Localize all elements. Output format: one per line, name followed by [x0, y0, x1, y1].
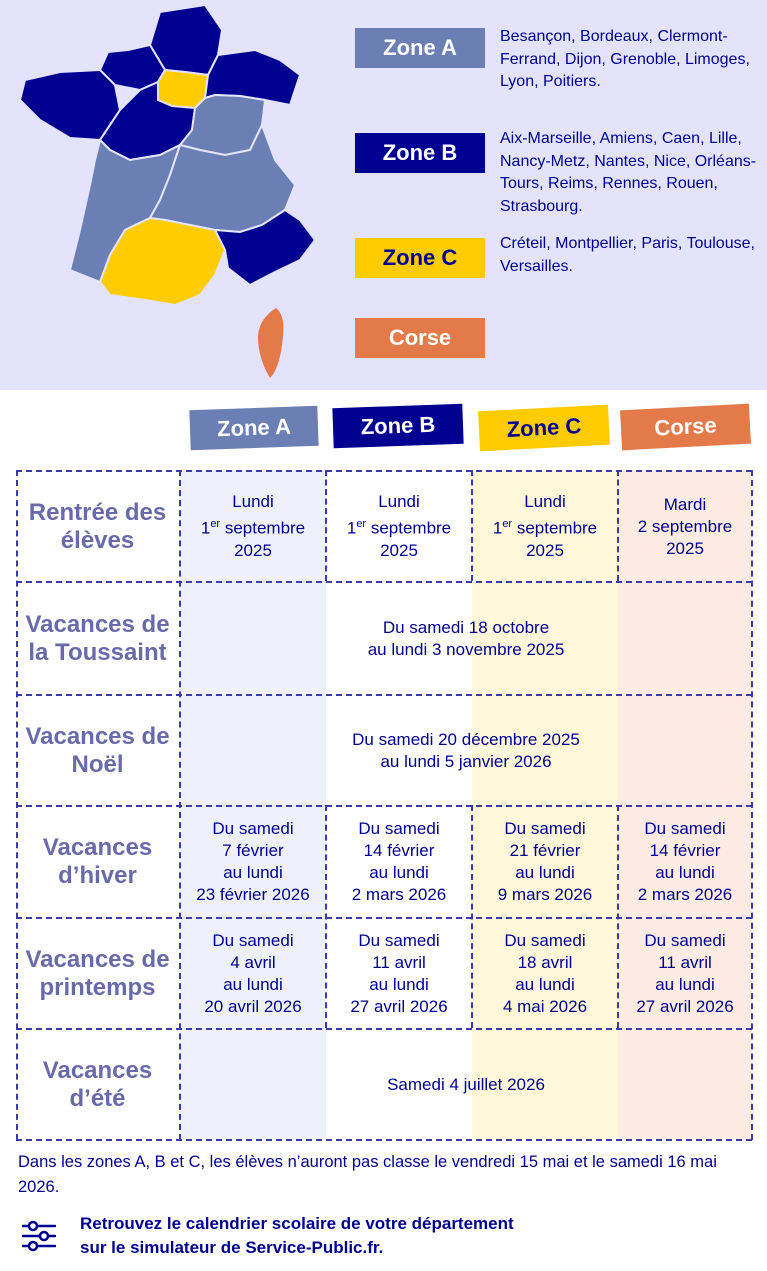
- cell-rentree-corse: Mardi 2 septembre 2025: [637, 494, 733, 558]
- legend-cities-zone-c: Créteil, Montpellier, Paris, Toulouse, Versailles.: [500, 235, 755, 275]
- cell-hiver-zone-b: Du samedi 14 février au lundi 2 mars 2026: [351, 819, 447, 904]
- header-zone-b: Zone B: [332, 404, 463, 449]
- cell-hiver-zone-a: Du samedi 7 février au lundi 23 février 2026: [196, 819, 310, 904]
- map-region-brittany: [20, 70, 120, 140]
- legend-cities-zone-b: Aix-Marseille, Amiens, Caen, Lille, Nancy-Metz, Nantes, Nice, Orléans-Tours, Reims, Rennes, Rouen, Strasbourg.: [500, 130, 757, 215]
- cell-rentree-zone-c: Lundi 1er septembre 2025: [492, 492, 598, 560]
- legend-badge-zone-c: Zone C: [355, 238, 485, 278]
- cell-rentree-zone-a: Lundi 1er septembre 2025: [200, 492, 306, 560]
- footnote: Dans les zones A, B et C, les élèves n’auront pas classe le vendredi 15 mai et le samedi 16 mai 2026.: [18, 1153, 717, 1196]
- cell-printemps-zone-c: Du samedi 18 avril au lundi 4 mai 2026: [502, 930, 588, 1016]
- row-label-printemps: Vacances de printemps: [25, 945, 170, 1001]
- row-label-rentree: Rentrée des élèves: [28, 498, 167, 554]
- cell-printemps-zone-a: Du samedi 4 avril au lundi 20 avril 2026: [204, 930, 302, 1016]
- grid-line: [16, 1139, 752, 1141]
- map-region-corse: [258, 308, 283, 378]
- cell-printemps-zone-b: Du samedi 11 avril au lundi 27 avril 2026: [350, 930, 448, 1016]
- france-zones-map: [0, 0, 330, 390]
- legend-badge-zone-b: Zone B: [355, 133, 485, 173]
- sliders-icon: [22, 1219, 56, 1253]
- cell-printemps-corse: Du samedi 11 avril au lundi 27 avril 2026: [636, 930, 734, 1016]
- row-label-hiver: Vacances d’hiver: [42, 834, 153, 889]
- legend-cities-zone-a: Besançon, Bordeaux, Clermont-Ferrand, Dijon, Grenoble, Limoges, Lyon, Poitiers.: [500, 28, 750, 90]
- service-public-link-text[interactable]: Retrouvez le calendrier scolaire de votre département sur le simulateur de Service-Public.fr.: [80, 1214, 514, 1257]
- cell-noel-all-zones: Du samedi 20 décembre 2025 au lundi 5 janvier 2026: [352, 729, 580, 771]
- cell-hiver-zone-c: Du samedi 21 février au lundi 9 mars 2026: [497, 819, 593, 904]
- header-zone-a: Zone A: [189, 406, 318, 450]
- row-label-noel: Vacances de Noël: [25, 722, 170, 778]
- cell-ete-all-zones: Samedi 4 juillet 2026: [387, 1074, 545, 1094]
- cell-toussaint-all-zones: Du samedi 18 octobre au lundi 3 novembre 2025: [367, 617, 565, 659]
- legend-badge-zone-a: Zone A: [355, 28, 485, 68]
- cell-rentree-zone-b: Lundi 1er septembre 2025: [346, 492, 452, 560]
- header-corse: Corse: [620, 404, 751, 451]
- legend-badge-corse: Corse: [355, 318, 485, 358]
- zones-legend-panel: [0, 0, 767, 390]
- cell-hiver-corse: Du samedi 14 février au lundi 2 mars 2026: [637, 819, 733, 904]
- service-public-link[interactable]: [22, 1212, 514, 1260]
- header-zone-c: Zone C: [478, 405, 610, 452]
- row-label-toussaint: Vacances de la Toussaint: [25, 610, 170, 666]
- row-label-ete: Vacances d’été: [42, 1056, 153, 1112]
